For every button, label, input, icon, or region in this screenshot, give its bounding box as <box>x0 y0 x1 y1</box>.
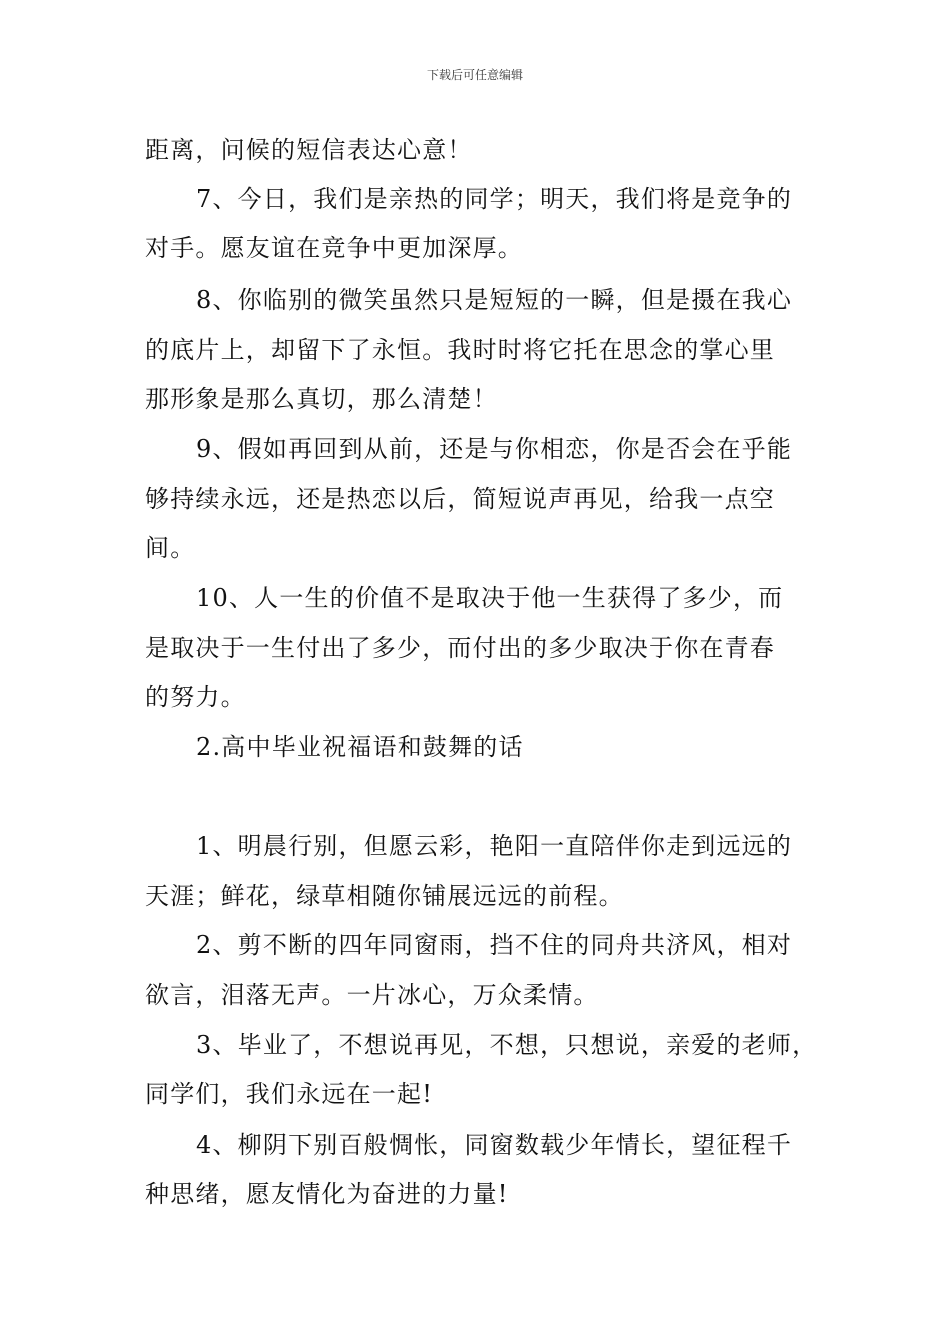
section-heading: 2.高中毕业祝福语和鼓舞的话 <box>196 733 524 761</box>
text-line: 间。 <box>145 534 196 562</box>
text-line: 2、剪不断的四年同窗雨，挡不住的同舟共济风，相对 <box>196 931 793 959</box>
text-line: 对手。愿友谊在竞争中更加深厚。 <box>145 234 523 262</box>
text-line: 欲言，泪落无声。一片冰心，万众柔情。 <box>145 981 599 1009</box>
page-header: 下载后可任意编辑 <box>426 68 523 82</box>
text-line: 是取决于一生付出了多少，而付出的多少取决于你在青春 <box>145 634 775 662</box>
text-line: 同学们，我们永远在一起! <box>145 1080 434 1108</box>
text-line: 的底片上，却留下了永恒。我时时将它托在思念的掌心里 <box>145 336 775 364</box>
text-line: 的努力。 <box>145 683 246 711</box>
text-line: 4、柳阴下别百般惆怅，同窗数载少年情长，望征程千 <box>196 1131 793 1159</box>
text-line: 天涯；鲜花，绿草相随你铺展远远的前程。 <box>145 882 624 910</box>
text-line: 9、假如再回到从前，还是与你相恋，你是否会在乎能 <box>196 435 793 463</box>
text-line: 3、毕业了，不想说再见，不想，只想说，亲爱的老师， <box>196 1031 818 1059</box>
text-line: 那形象是那么真切，那么清楚！ <box>145 385 498 413</box>
text-line: 10、人一生的价值不是取决于他一生获得了多少，而 <box>196 584 784 612</box>
text-line: 7、今日，我们是亲热的同学；明天，我们将是竞争的 <box>196 185 793 213</box>
text-line: 1、明晨行别，但愿云彩，艳阳一直陪伴你走到远远的 <box>196 832 793 860</box>
text-line: 够持续永远，还是热恋以后，简短说声再见，给我一点空 <box>145 485 775 513</box>
text-line: 8、你临别的微笑虽然只是短短的一瞬，但是摄在我心 <box>196 286 793 314</box>
text-line: 种思绪，愿友情化为奋进的力量! <box>145 1180 509 1208</box>
text-line: 距离，问候的短信表达心意！ <box>145 136 473 164</box>
